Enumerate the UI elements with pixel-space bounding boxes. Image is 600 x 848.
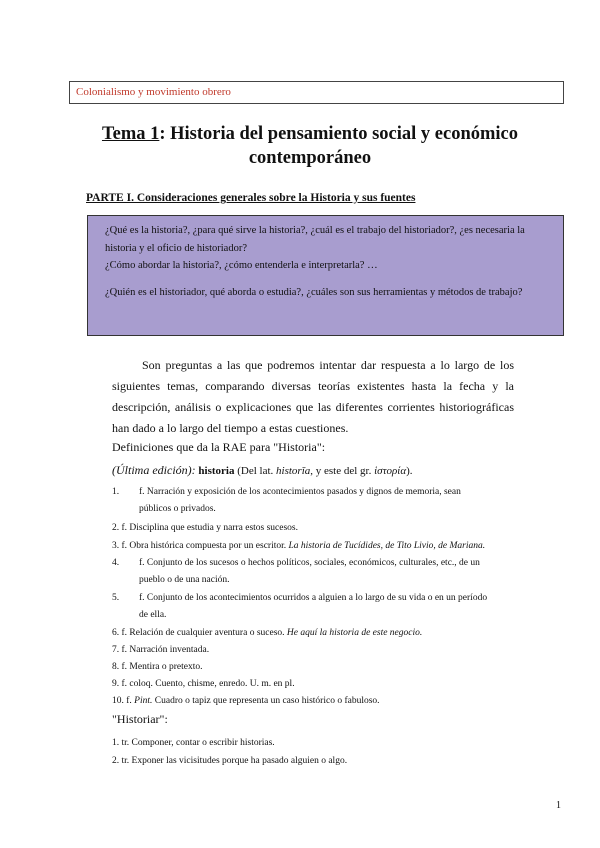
definition-item: [112, 538, 517, 555]
definition-text: de ella.: [139, 610, 167, 620]
definition-number: 5.: [112, 593, 120, 603]
definition-text: f. Mentira o pretexto.: [121, 662, 203, 672]
definition-item: [112, 625, 517, 642]
definition-text: públicos o privados.: [139, 504, 216, 514]
definition-text: f. Obra histórica compuesta por un escritor.: [121, 541, 287, 551]
definition-number: 2.: [112, 523, 120, 533]
title-line2: contemporáneo: [248, 148, 372, 168]
definition-number: 10.: [112, 696, 124, 706]
intro-text: Son preguntas a las que podremos intentar dar respuesta a lo largo de los siguientes temas, comparando diversas teorías existentes hasta la fecha y la descripción, análisis o explicaciones que las diferentes corrientes historiográficas han dado a lo largo del tiempo a estas cuestiones.: [112, 358, 514, 435]
intro-paragraph: [112, 355, 514, 439]
definition-number: 8.: [112, 662, 120, 672]
definition-text: f. Disciplina que estudia y narra estos sucesos.: [121, 523, 298, 533]
question-3: ¿Quién es el historiador, qué aborda o estudia?, ¿cuáles son sus herramientas y métodos de trabajo?: [105, 286, 523, 298]
definition-text: tr. Exponer las vicisitudes porque ha pasado alguien o algo.: [121, 756, 348, 766]
definition-item: [112, 659, 517, 676]
definition-abbreviation: Pint.: [134, 696, 153, 706]
course-title: Colonialismo y movimiento obrero: [76, 86, 231, 98]
definition-item: [112, 693, 517, 710]
definition-text: f. Conjunto de los sucesos o hechos políticos, sociales, económicos, culturales, etc., de un: [139, 558, 480, 568]
question-1: ¿Qué es la historia?, ¿para qué sirve la historia?, ¿cuál es el trabajo del historiador?, ¿es necesaria la historia y el oficio de historiador?: [105, 225, 525, 254]
edition-label: (Última edición):: [112, 463, 196, 477]
etymology: , y este del gr.: [310, 465, 372, 477]
definition-item: [112, 520, 517, 537]
section-heading: PARTE I. Consideraciones generales sobre la Historia y sus fuentes: [86, 192, 416, 204]
definition-item: [112, 642, 517, 659]
definition-number: 3.: [112, 541, 120, 551]
definition-number: 2.: [112, 756, 120, 766]
tema-label: Tema 1: [101, 124, 160, 144]
etymology: ).: [406, 465, 413, 477]
definition-number: 1.: [112, 487, 120, 497]
definition-item: [112, 555, 517, 589]
definition-example: He aquí la historia de este negocio.: [286, 628, 423, 638]
definition-example: La historia de Tucídides, de Tito Livio, de Mariana.: [288, 541, 486, 551]
definition-text: Cuadro o tapiz que representa un caso histórico o fabuloso.: [154, 696, 380, 706]
page-number: 1: [556, 800, 561, 811]
definitions-heading: Definiciones que da la RAE para "Historia":: [112, 440, 326, 454]
course-header: [69, 81, 564, 104]
questions-box: [87, 215, 564, 336]
title-text: : Historia del pensamiento social y económico: [159, 124, 519, 144]
etymology: (Del lat.: [237, 465, 274, 477]
historiar-item: [112, 735, 517, 752]
definition-item: [112, 590, 517, 624]
definition-text: f. Narración y exposición de los acontecimientos pasados y dignos de memoria, sean: [139, 487, 461, 497]
definition-text: f. Narración inventada.: [121, 645, 210, 655]
page-title: [60, 122, 560, 170]
definition-number: 9.: [112, 679, 120, 689]
definition-text: tr. Componer, contar o escribir historias.: [121, 738, 275, 748]
historiar-item: [112, 753, 517, 770]
definition-number: 7.: [112, 645, 120, 655]
question-2: ¿Cómo abordar la historia?, ¿cómo entenderla e interpretarla? …: [105, 260, 378, 271]
etymology-latin: historĭa: [276, 465, 311, 477]
definition-text: f. Relación de cualquier aventura o suceso.: [121, 628, 285, 638]
definition-text: pueblo o de una nación.: [139, 575, 230, 585]
definition-number: 6.: [112, 628, 120, 638]
headword: historia: [198, 465, 235, 477]
historiar-heading: "Historiar":: [112, 712, 168, 726]
definition-number: 1.: [112, 738, 120, 748]
definition-text: f. coloq. Cuento, chisme, enredo. U. m. en pl.: [121, 679, 295, 689]
definition-item: [112, 484, 517, 518]
etymology-greek: ἱστορία: [374, 465, 407, 477]
dictionary-entry: [112, 463, 413, 478]
definition-item: [112, 676, 517, 693]
definition-text: f.: [126, 696, 132, 706]
definition-text: f. Conjunto de los acontecimientos ocurridos a alguien a lo largo de su vida o en un período: [139, 593, 488, 603]
definition-number: 4.: [112, 558, 120, 568]
